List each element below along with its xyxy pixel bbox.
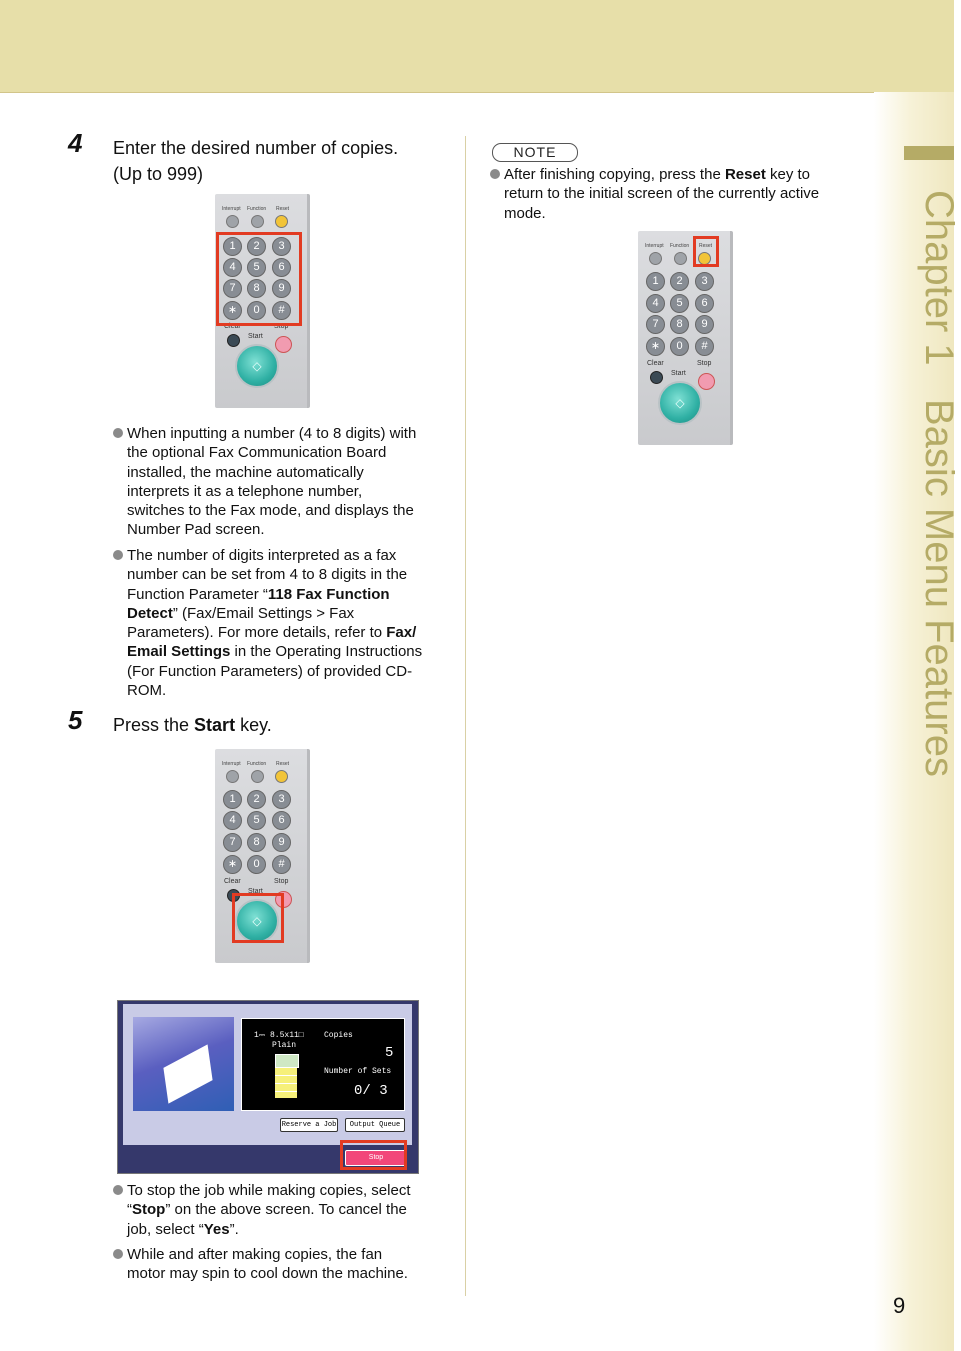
bullet-fan-motor: While and after making copies, the fan motor may spin to cool down the machine.: [127, 1245, 447, 1284]
control-panel-image: Interrupt Function Reset 1 2 3 4 5 6 7 8 9 ∗ 0 # Clear Stop Start ◇: [215, 194, 310, 408]
chapter-heading: Chapter 1 Basic Menu Features: [917, 190, 961, 777]
bullet-fax-number: When inputting a number (4 to 8 digits) with the optional Fax Communication Board installed, the machine automatically interprets it as a telephone number, switches to the Fax mode, and displays the Number Pad screen.: [127, 424, 447, 540]
stop-button-highlight: [340, 1140, 407, 1170]
step-text: Press the Start key.: [113, 715, 272, 735]
control-panel-image: Interrupt Function Reset 1 2 3 4 5 6 7 8 9 ∗ 0 # Clear Stop Start ◇: [215, 749, 310, 963]
step-number: 5: [68, 705, 83, 735]
note-text: After finishing copying, press the Reset key to return to the initial screen of the currently active mode.: [504, 165, 849, 223]
column-divider: [465, 136, 466, 1296]
machine-image: [133, 1017, 234, 1111]
output-queue-button[interactable]: Output Queue: [345, 1118, 405, 1132]
control-panel-image: Interrupt Function Reset 1 2 3 4 5 6 7 8 9 ∗ 0 # Clear Stop Start ◇: [638, 231, 733, 445]
step-text: Enter the desired number of copies. (Up to 999): [113, 138, 399, 184]
bullet-stop-job: To stop the job while making copies, select “Stop” on the above screen. To cancel the job, select “Yes”.: [127, 1181, 447, 1239]
step-number: 4: [68, 128, 83, 158]
start-key-highlight: [232, 893, 284, 943]
note-badge: NOTE: [492, 143, 578, 162]
header-band: [0, 0, 954, 93]
number-keys-highlight: [216, 232, 302, 326]
copy-status-panel: 1⎓ 8.5x11□ Plain Copies 5 Number of Sets 0/ 3: [241, 1018, 405, 1111]
chapter-marker: [904, 146, 954, 160]
reset-key-highlight: [693, 236, 719, 267]
reserve-job-button[interactable]: Reserve a Job: [280, 1118, 338, 1132]
bullet-digits: The number of digits interpreted as a fax number can be set from 4 to 8 digits in the Function Parameter “118 Fax Function Detect” (Fax/Email Settings > Fax Parameters). For more details, refer to Fax/ Email Settings in the Operating Instructions (For Function Parameters) of provided CD- ROM.: [127, 546, 447, 700]
page-number: 9: [893, 1293, 906, 1318]
stop-button[interactable]: Stop: [345, 1150, 407, 1166]
